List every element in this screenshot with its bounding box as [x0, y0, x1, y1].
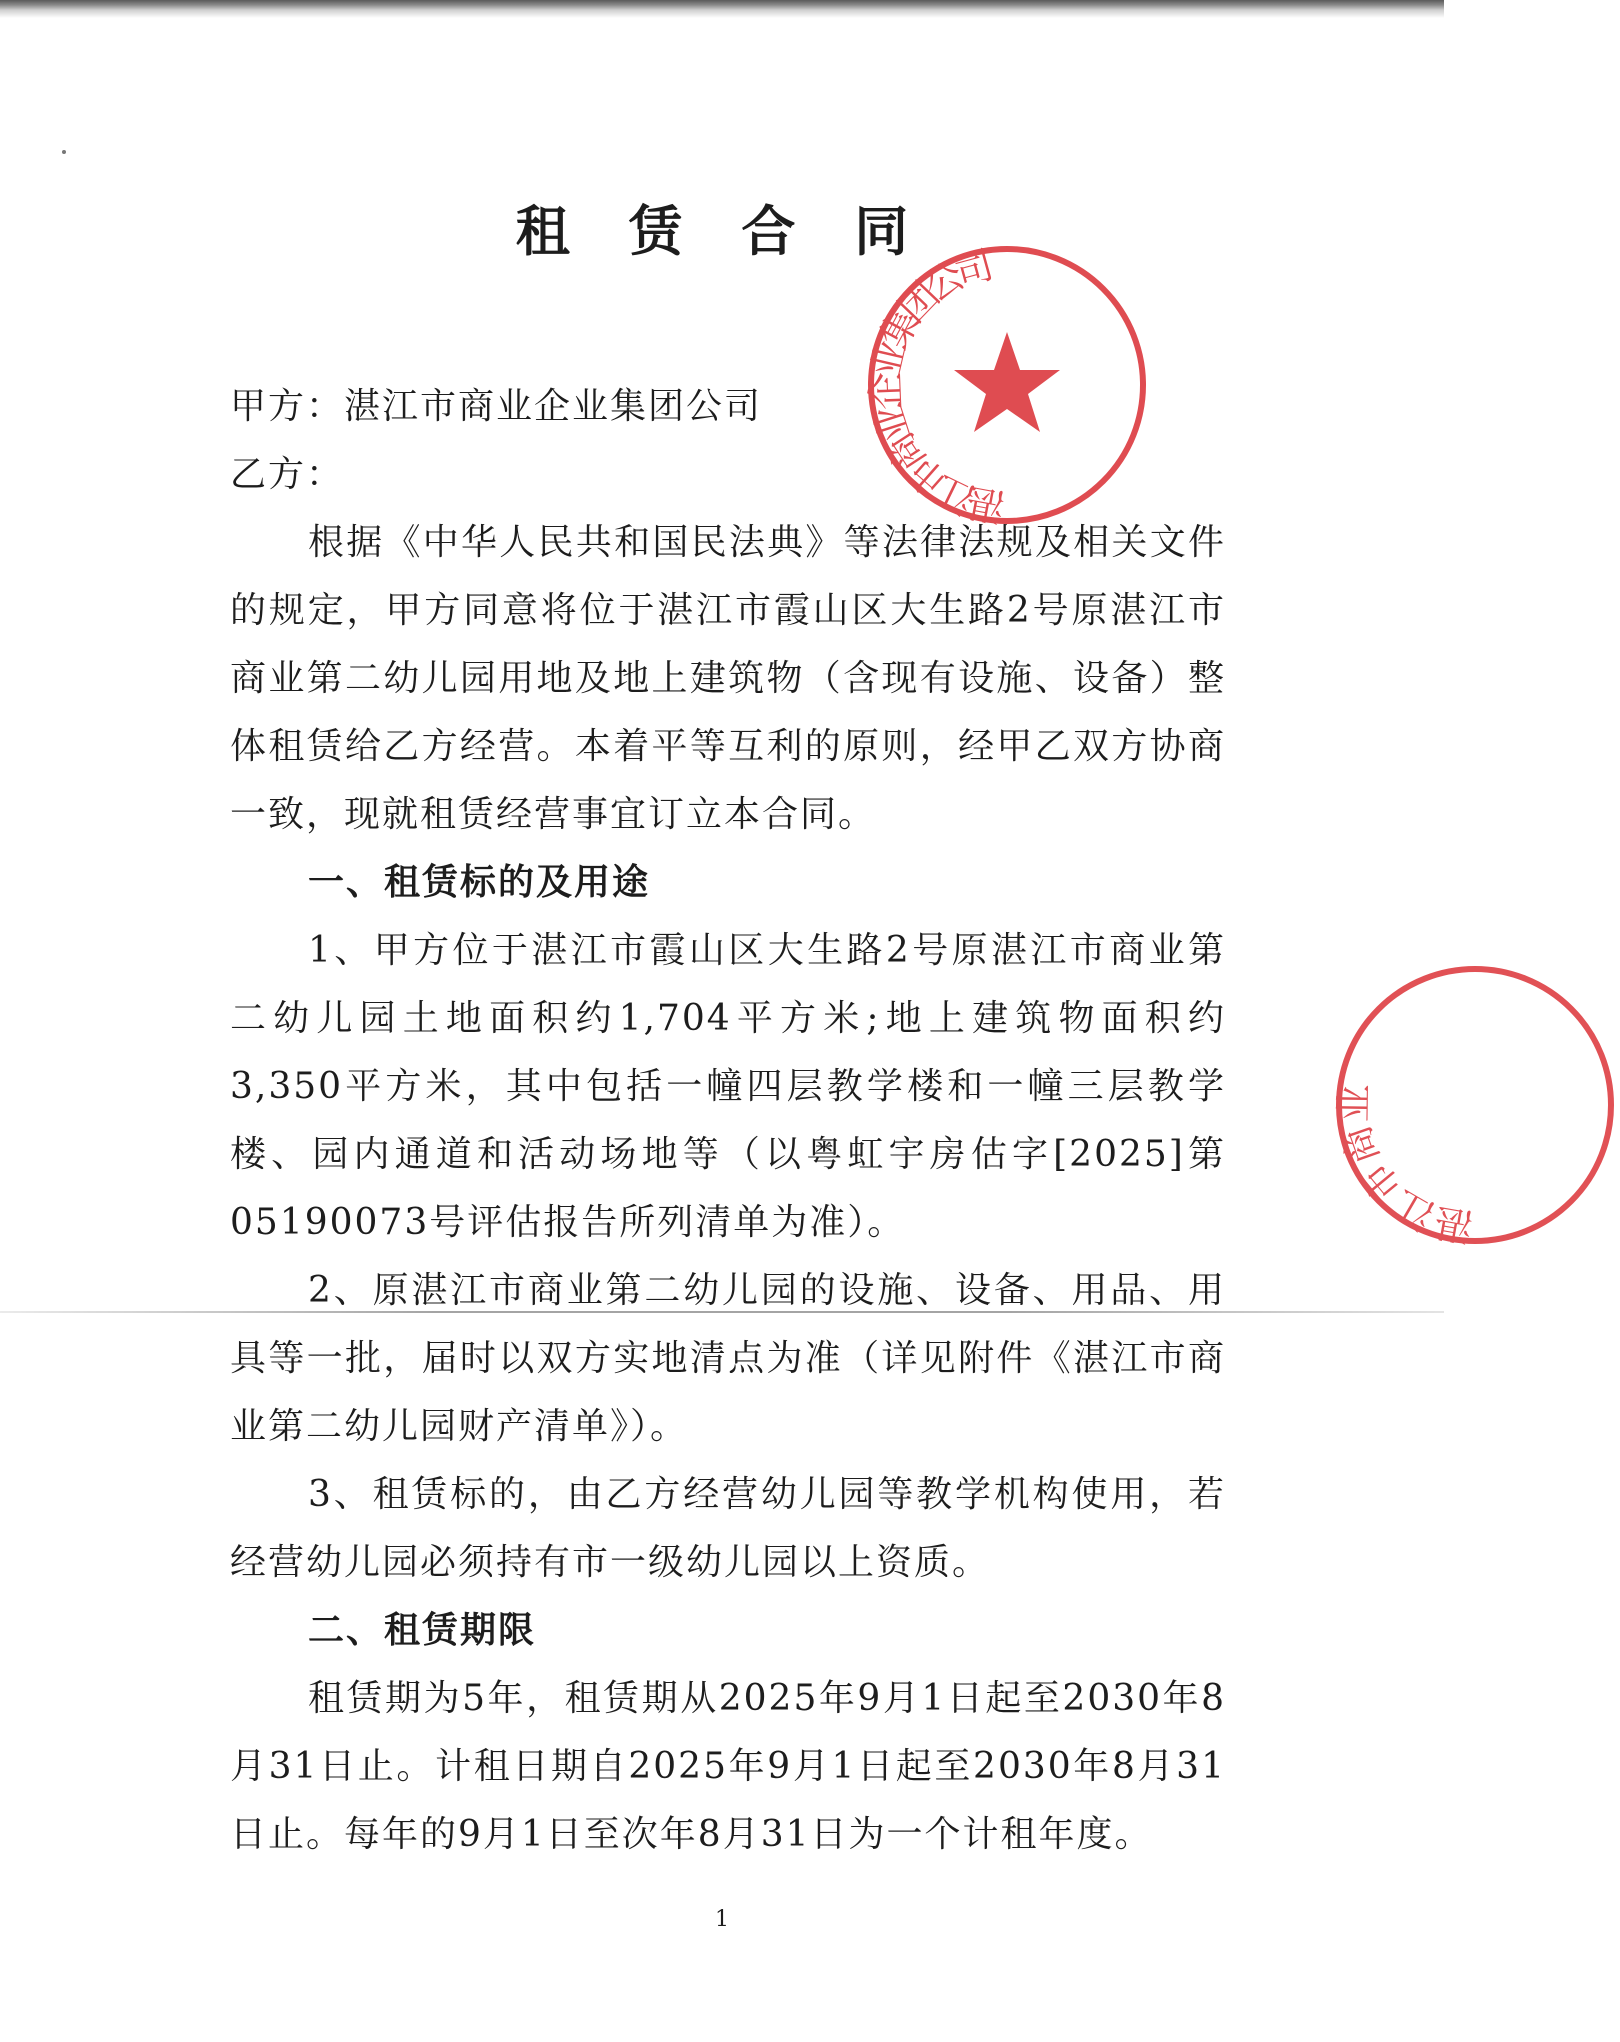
partial-seal [1330, 960, 1620, 1250]
document-title: 租 赁 合 同 [515, 200, 929, 263]
party-b-line: 乙方： [230, 454, 345, 495]
section2-paragraph: 租赁期为5年，租赁期从2025年9月1日起至2030年8月31日止。计租日期自2025年9月1日起至2030年8月31日止。每年的9月1日至次年8月31日为一个计租年度。 [230, 1678, 1226, 1855]
section-heading-2: 二、租赁期限 [308, 1610, 537, 1651]
party-a-line: 甲方：湛江市商业企业集团公司 [230, 386, 763, 427]
partial-seal-ring [1339, 969, 1611, 1241]
section-heading-1: 一、租赁标的及用途 [308, 862, 651, 903]
section1-item-3: 3、租赁标的，由乙方经营幼儿园等教学机构使用，若经营幼儿园必须持有市一级幼儿园以上资质。 [230, 1474, 1226, 1583]
section1-item-1: 1、甲方位于湛江市霞山区大生路2号原湛江市商业第二幼儿园土地面积约1,704平方米;地上建筑物面积约3,350平方米，其中包括一幢四层教学楼和一幢三层教学楼、园内通道和活动场地等（以粤虹宇房估字[2025]第05190073号评估报告所列清单为准）。 [230, 930, 1226, 1243]
intro-paragraph: 根据《中华人民共和国民法典》等法律法规及相关文件的规定，甲方同意将位于湛江市霞山区大生路2号原湛江市商业第二幼儿园用地及地上建筑物（含现有设施、设备）整体租赁给乙方经营。本着平等互利的原则，经甲乙双方协商一致，现就租赁经营事宜订立本合同。 [230, 522, 1226, 835]
contract-body [230, 373, 1226, 1869]
partial-seal-text: 湛江市商业 [1331, 1083, 1477, 1250]
seal-text: 湛江市商业企业集团公司 [863, 241, 1009, 530]
section1-item-2: 2、原湛江市商业第二幼儿园的设施、设备、用品、用具等一批，届时以双方实地清点为准（详见附件《湛江市商业第二幼儿园财产清单》）。 [230, 1270, 1226, 1447]
scan-top-edge [0, 0, 1444, 18]
page-number: 1 [715, 1907, 729, 1932]
scan-speck [62, 150, 66, 154]
